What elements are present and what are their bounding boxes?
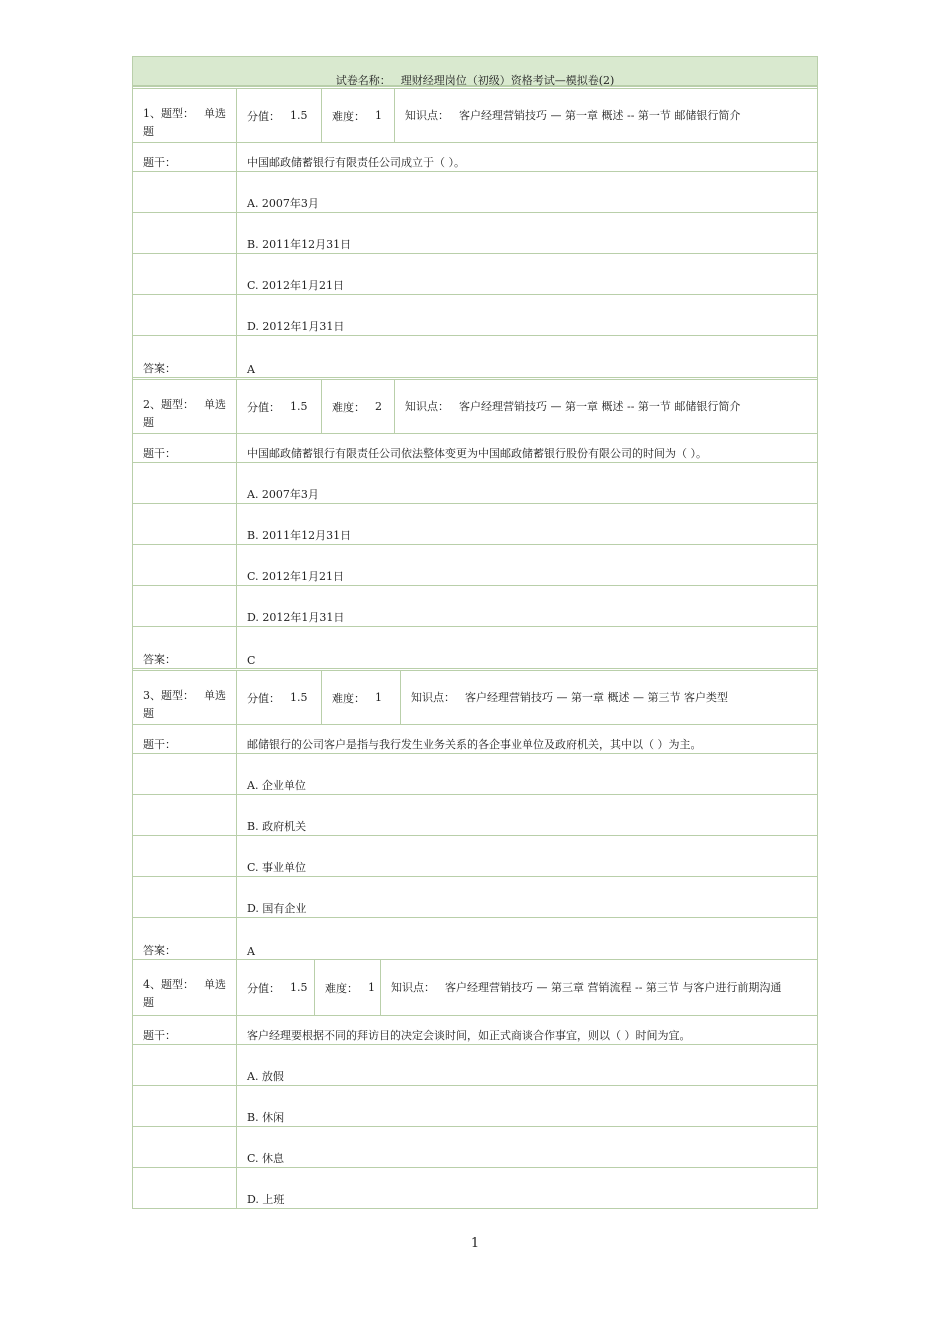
score-value: 1.5 — [290, 400, 308, 413]
option-row — [133, 586, 817, 627]
page-number: 1 — [470, 1236, 480, 1251]
option-b: B. 政府机关 — [247, 820, 307, 833]
option-row — [133, 295, 817, 336]
option-row — [133, 795, 817, 836]
difficulty-cell — [322, 671, 401, 724]
question-number: 4、 — [143, 978, 161, 991]
knowledge-label: 知识点： — [405, 399, 449, 413]
option-a: A. 放假 — [247, 1070, 284, 1083]
score-cell — [237, 671, 322, 724]
question-type-cell — [133, 960, 237, 1015]
option-row — [133, 836, 817, 877]
option-row — [133, 254, 817, 295]
exam-title-label: 试卷名称： — [335, 74, 391, 87]
option-d: D. 2012年1月31日 — [247, 320, 345, 333]
knowledge-value: 客户经理营销技巧 — 第一章 概述 — 第三节 客户类型 — [465, 690, 728, 704]
knowledge-value: 客户经理营销技巧 — 第三章 营销流程 -- 第三节 与客户进行前期沟通 — [445, 980, 782, 994]
option-row — [133, 754, 817, 795]
difficulty-value: 1 — [375, 691, 382, 704]
question-type-cell — [133, 89, 237, 142]
option-row — [133, 545, 817, 586]
option-b: B. 休闲 — [247, 1111, 285, 1124]
score-label: 分值： — [247, 109, 280, 123]
score-cell — [237, 89, 322, 142]
question-number: 2、 — [143, 398, 161, 411]
option-row — [133, 1168, 817, 1209]
option-c: C. 2012年1月21日 — [247, 570, 345, 583]
exam-title-bar — [132, 56, 818, 86]
question-header — [133, 668, 817, 725]
score-value: 1.5 — [290, 981, 308, 994]
difficulty-cell — [315, 960, 381, 1015]
question-block — [132, 86, 818, 377]
knowledge-label: 知识点： — [405, 108, 449, 122]
option-a: A. 2007年3月 — [247, 197, 319, 210]
question-number: 1、 — [143, 107, 161, 120]
difficulty-value: 1 — [375, 109, 382, 122]
type-label: 题型： — [161, 689, 194, 702]
stem-row — [133, 725, 817, 754]
option-c: C. 事业单位 — [247, 861, 307, 874]
question-type-cell — [133, 380, 237, 433]
difficulty-label: 难度： — [332, 691, 365, 705]
score-label: 分值： — [247, 400, 280, 414]
option-row — [133, 213, 817, 254]
option-a: A. 2007年3月 — [247, 488, 319, 501]
answer-row — [133, 336, 817, 377]
question-type-cell — [133, 671, 237, 724]
answer-value: C — [247, 654, 256, 667]
answer-value: A — [247, 945, 255, 958]
score-label: 分值： — [247, 691, 280, 705]
score-value: 1.5 — [290, 109, 308, 122]
difficulty-cell — [322, 380, 395, 433]
option-row — [133, 1127, 817, 1168]
answer-value: A — [247, 363, 255, 376]
answer-row — [133, 627, 817, 668]
knowledge-value: 客户经理营销技巧 — 第一章 概述 -- 第一节 邮储银行简介 — [459, 108, 741, 122]
answer-label: 答案： — [133, 336, 237, 377]
question-number: 3、 — [143, 689, 161, 702]
knowledge-cell — [395, 89, 817, 142]
stem-label: 题干： — [133, 143, 237, 171]
difficulty-label: 难度： — [332, 400, 365, 414]
question-type-tail: 题 — [143, 996, 154, 1009]
option-d: D. 上班 — [247, 1193, 285, 1206]
score-value: 1.5 — [290, 691, 308, 704]
question-type-tail: 题 — [143, 125, 154, 138]
option-row — [133, 1086, 817, 1127]
knowledge-cell — [395, 380, 817, 433]
knowledge-cell — [401, 671, 817, 724]
question-type: 单选 — [204, 398, 226, 411]
option-c: C. 2012年1月21日 — [247, 279, 345, 292]
knowledge-label: 知识点： — [391, 980, 435, 994]
answer-label: 答案： — [133, 627, 237, 668]
question-header — [133, 959, 817, 1016]
question-type: 单选 — [204, 978, 226, 991]
option-row — [133, 172, 817, 213]
answer-row — [133, 918, 817, 959]
option-d: D. 国有企业 — [247, 902, 307, 915]
difficulty-label: 难度： — [325, 981, 358, 995]
type-label: 题型： — [161, 978, 194, 991]
score-cell — [237, 960, 315, 1015]
option-row — [133, 504, 817, 545]
question-block — [132, 668, 818, 959]
stem-text: 中国邮政储蓄银行有限责任公司成立于（ ）。 — [247, 156, 465, 169]
option-row — [133, 1045, 817, 1086]
question-type-tail: 题 — [143, 707, 154, 720]
knowledge-label: 知识点： — [411, 690, 455, 704]
question-block — [132, 959, 818, 1209]
stem-label: 题干： — [133, 725, 237, 753]
question-header — [133, 86, 817, 143]
stem-text: 邮储银行的公司客户是指与我行发生业务关系的各企事业单位及政府机关，其中以（ ）为主。 — [247, 738, 702, 751]
difficulty-label: 难度： — [332, 109, 365, 123]
type-label: 题型： — [161, 398, 194, 411]
stem-text: 中国邮政储蓄银行有限责任公司依法整体变更为中国邮政储蓄银行股份有限公司的时间为（ ）。 — [247, 447, 707, 460]
option-row — [133, 463, 817, 504]
stem-row — [133, 143, 817, 172]
question-header — [133, 377, 817, 434]
knowledge-value: 客户经理营销技巧 — 第一章 概述 -- 第一节 邮储银行简介 — [459, 399, 741, 413]
question-type-tail: 题 — [143, 416, 154, 429]
stem-label: 题干： — [133, 1016, 237, 1044]
stem-label: 题干： — [133, 434, 237, 462]
knowledge-cell — [381, 960, 817, 1015]
stem-text: 客户经理要根据不同的拜访目的决定会谈时间，如正式商谈合作事宜，则以（ ）时间为宜。 — [247, 1029, 691, 1042]
option-b: B. 2011年12月31日 — [247, 238, 352, 251]
type-label: 题型： — [161, 107, 194, 120]
answer-label: 答案： — [133, 918, 237, 959]
option-c: C. 休息 — [247, 1152, 285, 1165]
score-cell — [237, 380, 322, 433]
option-b: B. 2011年12月31日 — [247, 529, 352, 542]
difficulty-value: 1 — [368, 981, 375, 994]
option-a: A. 企业单位 — [247, 779, 306, 792]
option-d: D. 2012年1月31日 — [247, 611, 345, 624]
difficulty-value: 2 — [375, 400, 382, 413]
question-type: 单选 — [204, 689, 226, 702]
exam-title-value: 理财经理岗位（初级）资格考试—模拟卷(2) — [400, 74, 615, 87]
stem-row — [133, 434, 817, 463]
stem-row — [133, 1016, 817, 1045]
score-label: 分值： — [247, 981, 280, 995]
question-block — [132, 377, 818, 668]
difficulty-cell — [322, 89, 395, 142]
exam-sheet — [132, 56, 818, 1209]
option-row — [133, 877, 817, 918]
question-type: 单选 — [204, 107, 226, 120]
